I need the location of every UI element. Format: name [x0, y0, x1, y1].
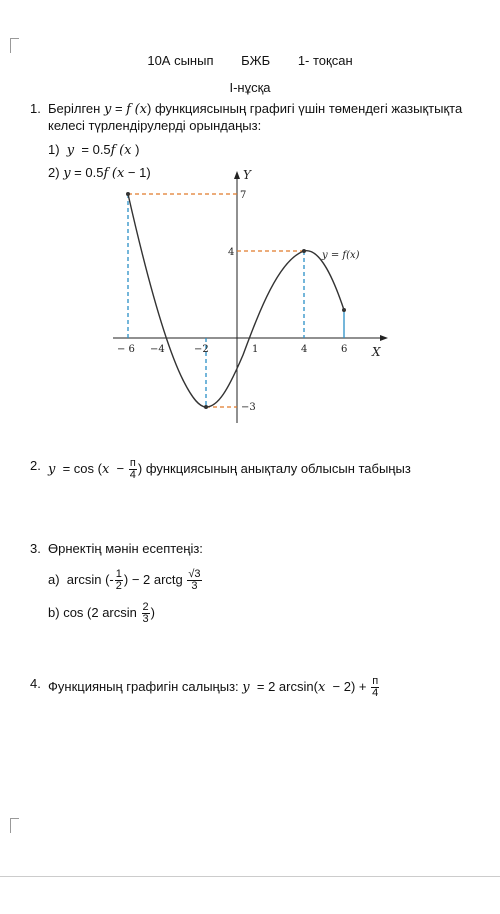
y-tick-7: 7 [240, 190, 247, 201]
page-header [0, 53, 500, 68]
x-tick-6: 6 [341, 344, 348, 355]
corner-mark-bottom [10, 818, 19, 833]
fraction-pi-4: $\frac{п}{4}$ [129, 457, 136, 481]
x-tick-1: 1 [252, 344, 259, 355]
question-number: 4. [30, 676, 41, 691]
q1-text-a: Берілген [48, 101, 101, 116]
corner-mark-top [10, 38, 19, 53]
curve-label: y = f(x) [322, 250, 360, 261]
q3-title: Өрнектің мәнін есептеңіз: [48, 541, 203, 556]
point-max [302, 249, 306, 253]
point-min [204, 405, 208, 409]
q1-item-2: 2) y = 0.5f (x − 1) [48, 165, 151, 181]
x-tick-neg2: −2 [194, 344, 209, 355]
class-label: 10А сынып [147, 53, 214, 68]
type-label: БЖБ [241, 53, 271, 68]
question-2: 2. y = cos (x − $\frac{п}{4}$ ) функциясының анықталу облысын табыңыз [30, 457, 411, 481]
q1-line2: келесі түрлендірулерді орындаңыз: [48, 118, 262, 133]
question-number: 2. [30, 458, 41, 473]
q1-y: y [103, 102, 112, 117]
q3-part-a: a) arcsin (- $\frac{1}{2}$ ) − 2 arctg $\frac{√3}{3}$ [48, 568, 201, 592]
y-tick-4: 4 [228, 247, 235, 258]
q1-close: ) [147, 101, 152, 116]
y-axis-label: Y [243, 168, 251, 182]
q1-f: f [126, 102, 131, 117]
q3-part-b: b) cos (2 arcsin $\frac{2}{3}$ ) [48, 601, 155, 625]
x-axis-arrow-icon [380, 335, 388, 341]
function-graph [108, 165, 398, 430]
q1-item-1: 1) y = 0.5f (x ) [48, 142, 140, 158]
variant-title: І-нұсқа [229, 80, 271, 95]
question-4: 4. Функцияның графигін салыңыз: y = 2 arcsin(x − 2) + $\frac{п}{4}$ [30, 675, 379, 699]
question-number: 1. [30, 101, 41, 116]
y-axis-arrow-icon [234, 171, 240, 179]
page-bottom-divider [0, 876, 500, 877]
question-3 [30, 541, 490, 625]
q1-eq: = [114, 101, 123, 116]
fraction-pi-4: $\frac{п}{4}$ [372, 675, 379, 699]
x-tick-neg6: − 6 [117, 344, 135, 355]
point-start [126, 192, 130, 196]
x-tick-neg4: −4 [150, 344, 165, 355]
question-number: 3. [30, 541, 41, 556]
quarter-label: 1- тоқсан [297, 53, 353, 68]
curve-f [128, 194, 344, 407]
x-axis-label: X [372, 345, 381, 359]
q1-text-b: функциясының графигі үшін төмендегі жазықтықта [154, 101, 463, 116]
x-tick-4: 4 [301, 344, 308, 355]
q1-x: (x [134, 102, 148, 117]
y-tick-neg3: −3 [241, 402, 256, 413]
point-end [342, 308, 346, 312]
